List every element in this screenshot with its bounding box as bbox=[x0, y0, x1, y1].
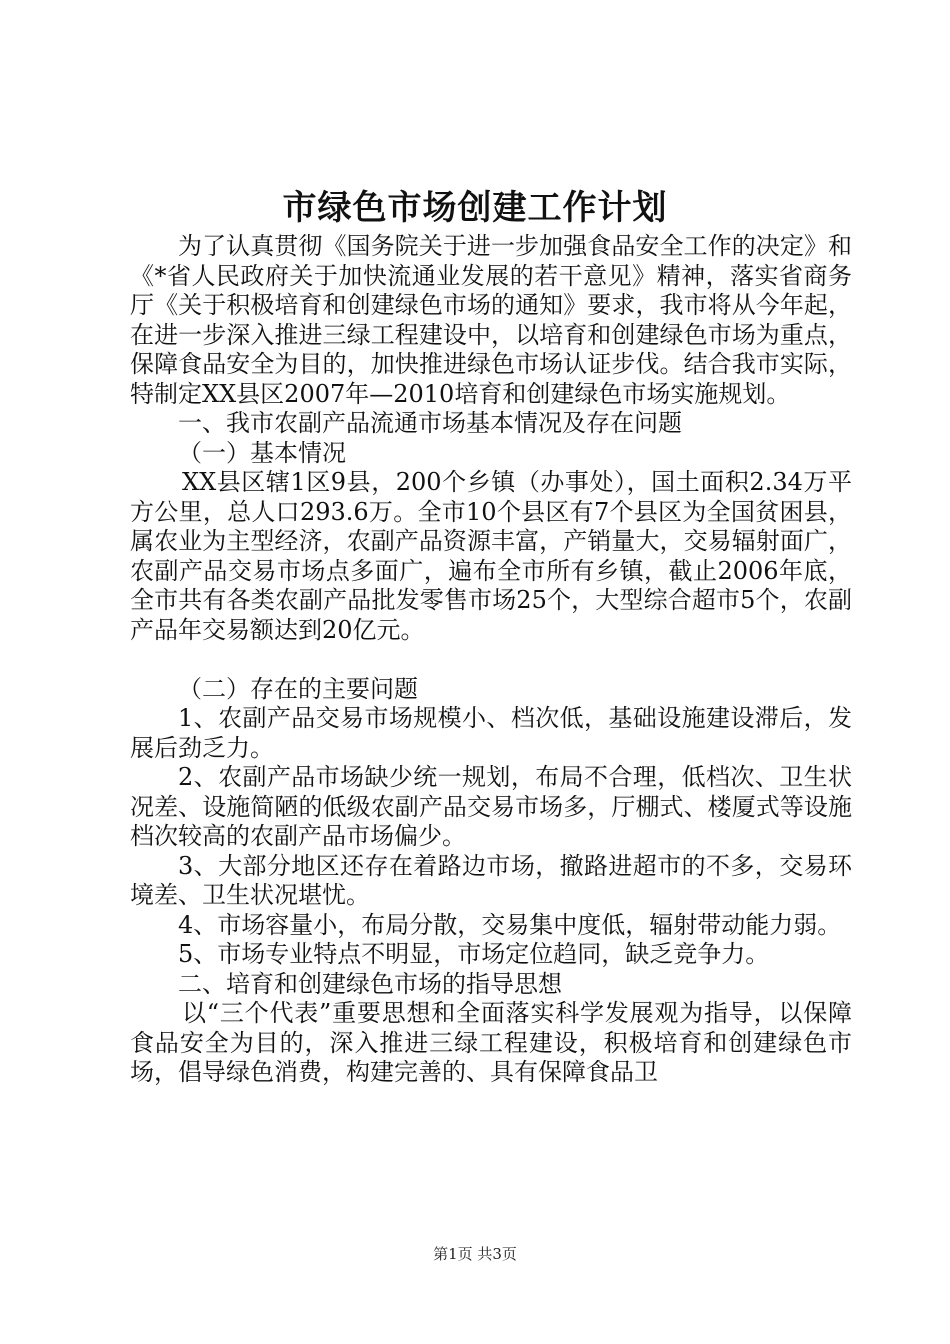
problem-item-4: 4、市场容量小，布局分散，交易集中度低，辐射带动能力弱。 bbox=[178, 910, 842, 939]
basic-situation-paragraph: XX县区辖1区9县，200个乡镇（办事处），国土面积2.34万平方公里，总人口293.6万。全市10个县区有7个县区为全国贫困县，属农业为主型经济，农副产品资源丰富，产销量大，交易辐射面广，农副产品交易市场点多面广，遍布全市所有乡镇，截止2006年底，全市共有各类农副产品批发零售市场25个，大型综合超市5个，农副产品年交易额达到20亿元。 bbox=[130, 468, 852, 644]
problem-item-3: 3、大部分地区还存在着路边市场，撤路进超市的不多，交易环境差、卫生状况堪忧。 bbox=[130, 851, 852, 909]
paragraph-gap bbox=[130, 645, 852, 675]
subsection-heading-2: （二）存在的主要问题 bbox=[178, 674, 418, 703]
page-footer: 第1页 共3页 bbox=[433, 1245, 517, 1263]
document-body bbox=[130, 232, 852, 1088]
document-title: 市绿色市场创建工作计划 bbox=[282, 188, 668, 228]
intro-paragraph: 为了认真贯彻《国务院关于进一步加强食品安全工作的决定》和《*省人民政府关于加快流通业发展的若干意见》精神，落实省商务厅《关于积极培育和创建绿色市场的通知》要求，我市将从今年起，在进一步深入推进三绿工程建设中，以培育和创建绿色市场为重点，保障食品安全为目的，加快推进绿色市场认证步伐。结合我市实际，特制定XX县区2007年—2010培育和创建绿色市场实施规划。 bbox=[130, 232, 852, 408]
problem-item-5: 5、市场专业特点不明显，市场定位趋同，缺乏竞争力。 bbox=[178, 940, 770, 968]
problem-item-2: 2、农副产品市场缺少统一规划，布局不合理，低档次、卫生状况差、设施简陋的低级农副产品交易市场多，厅棚式、楼厦式等设施档次较高的农副产品市场偏少。 bbox=[130, 763, 852, 850]
section-heading-1: 一、我市农副产品流通市场基本情况及存在问题 bbox=[178, 409, 682, 437]
section-heading-2: 二、培育和创建绿色市场的指导思想 bbox=[178, 969, 562, 998]
subsection-heading-1: （一）基本情况 bbox=[178, 438, 346, 467]
problem-item-1: 1、农副产品交易市场规模小、档次低，基础设施建设滞后，发展后劲乏力。 bbox=[130, 704, 852, 762]
guiding-principle-paragraph: 以“三个代表”重要思想和全面落实科学发展观为指导，以保障食品安全为目的，深入推进三绿工程建设，积极培育和创建绿色市场，倡导绿色消费，构建完善的、具有保障食品卫 bbox=[130, 999, 852, 1086]
